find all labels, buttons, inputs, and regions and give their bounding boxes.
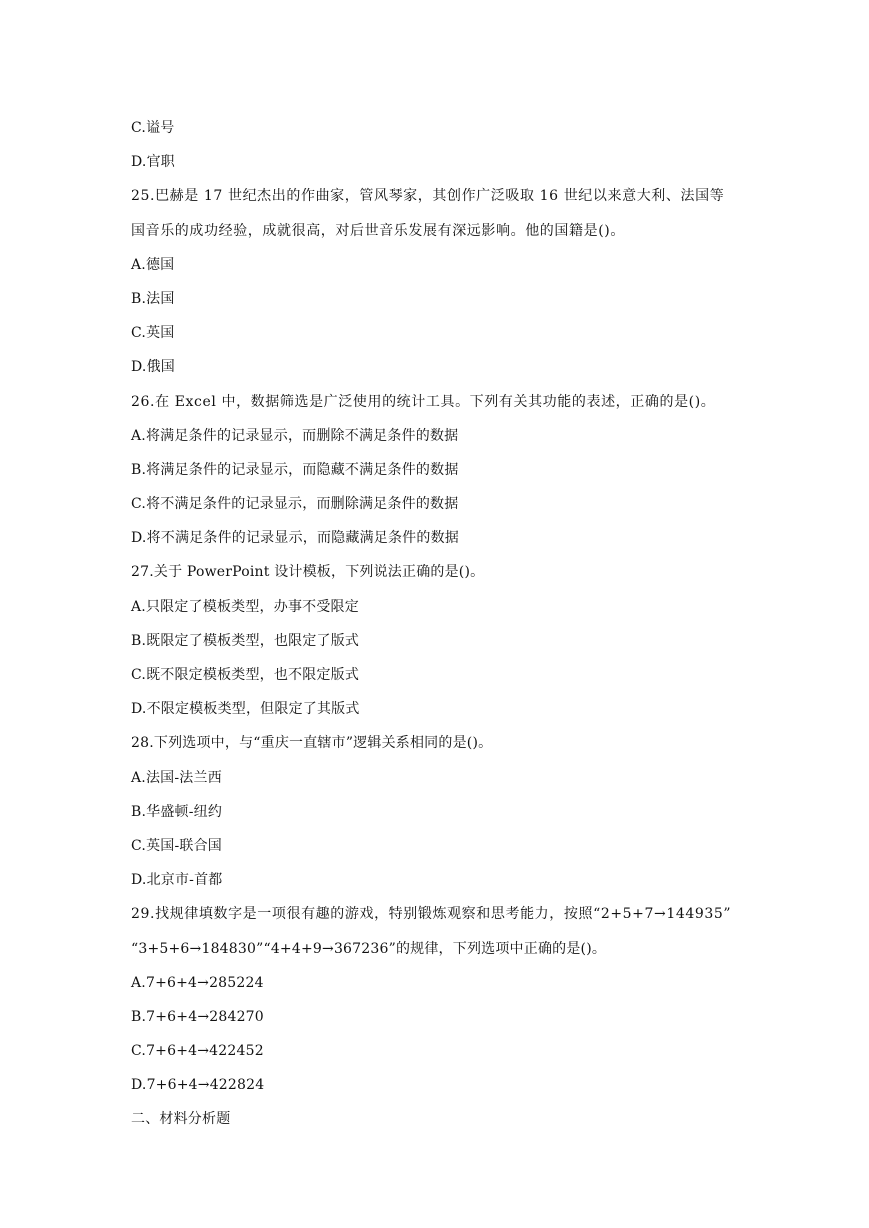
question-25-line-1: 25.巴赫是 17 世纪杰出的作曲家，管风琴家，其创作广泛吸取 16 世纪以来意大利、法国等 [131, 188, 725, 205]
option-b-q26: B.将满足条件的记录显示，而隐藏不满足条件的数据 [131, 461, 459, 478]
option-d-q27: D.不限定模板类型，但限定了其版式 [131, 701, 360, 718]
question-27: 27.关于 PowerPoint 设计模板，下列说法正确的是()。 [131, 564, 485, 581]
option-c-q26: C.将不满足条件的记录显示，而删除满足条件的数据 [131, 496, 459, 513]
option-a-q26: A.将满足条件的记录显示，而删除不满足条件的数据 [131, 427, 459, 444]
option-d-q28: D.北京市-首都 [131, 872, 223, 889]
question-26: 26.在 Excel 中，数据筛选是广泛使用的统计工具。下列有关其功能的表述，正确的是()。 [131, 393, 716, 410]
option-c-q28: C.英国-联合国 [131, 837, 222, 854]
option-b-q29: B.7+6+4→284270 [131, 1008, 264, 1025]
question-25-line-2: 国音乐的成功经验，成就很高，对后世音乐发展有深远影响。他的国籍是()。 [131, 222, 625, 239]
section-heading-material-analysis: 二、材料分析题 [131, 1111, 231, 1128]
option-a-q28: A.法国-法兰西 [131, 769, 222, 786]
question-29-line-2: “3+5+6→184830”“4+4+9→367236”的规律，下列选项中正确的是()。 [131, 940, 607, 957]
question-28: 28.下列选项中，与“重庆一直辖市”逻辑关系相同的是()。 [131, 735, 493, 752]
option-d-q29: D.7+6+4→422824 [131, 1077, 265, 1094]
option-c-q25: C.英国 [131, 325, 175, 342]
option-c-q29: C.7+6+4→422452 [131, 1043, 264, 1060]
question-29-line-1: 29.找规律填数字是一项很有趣的游戏，特别锻炼观察和思考能力，按照“2+5+7→144935” [131, 906, 732, 923]
option-b-q27: B.既限定了模板类型，也限定了版式 [131, 632, 360, 649]
option-c-q24: C.谥号 [131, 120, 175, 136]
option-d-q26: D.将不满足条件的记录显示，而隐藏满足条件的数据 [131, 530, 459, 547]
option-a-q27: A.只限定了模板类型，办事不受限定 [131, 598, 359, 615]
document-body [131, 111, 751, 1137]
option-c-q27: C.既不限定模板类型，也不限定版式 [131, 667, 360, 683]
option-d-q25: D.俄国 [131, 359, 175, 376]
option-a-q25: A.德国 [131, 256, 175, 273]
option-d-q24: D.官职 [131, 154, 175, 171]
option-b-q28: B.华盛顿-纽约 [131, 803, 223, 820]
option-a-q29: A.7+6+4→285224 [131, 974, 264, 991]
option-b-q25: B.法国 [131, 290, 175, 307]
